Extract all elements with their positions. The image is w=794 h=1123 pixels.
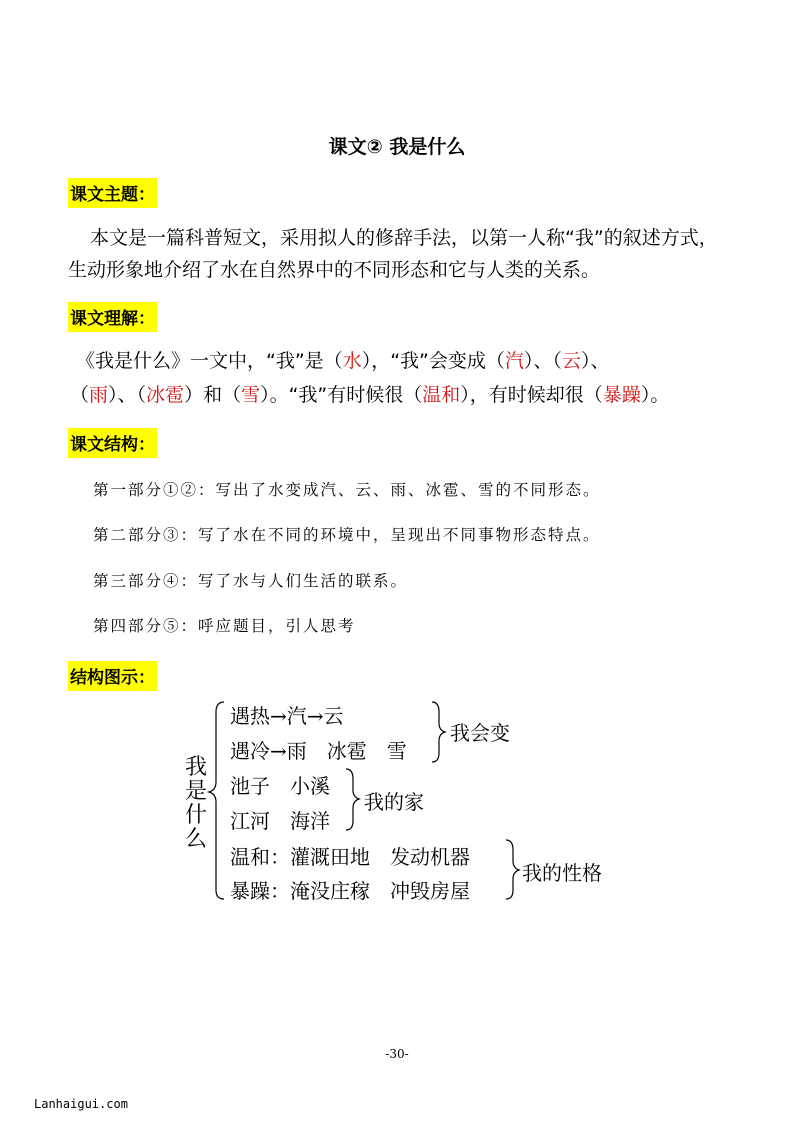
understanding-text: ），有时候却很（ (460, 384, 603, 406)
section-heading-understanding: 课文理解： (68, 302, 157, 332)
diagram-item: 遇热→汽→云 (230, 704, 344, 728)
section-heading-theme: 课文主题： (68, 178, 157, 208)
understanding-text: ）。“我”有时候很（ (260, 384, 423, 406)
understanding-text: ）、（ (108, 384, 147, 406)
theme-line-2: 生动形象地介绍了水在自然界中的不同形态和它与人类的关系。 (68, 259, 601, 281)
diagram-root-char: 是 (184, 779, 207, 804)
theme-line-1: 本文是一篇科普短文，采用拟人的修辞手法，以第一人称“我”的叙述方式， (90, 227, 718, 249)
watermark: Lanhaigui.com (34, 1097, 128, 1111)
answer-snow: 雪 (241, 384, 261, 406)
understanding-text: ）和（ (184, 384, 242, 406)
diagram-root-char: 么 (184, 827, 207, 852)
structure-part-1: 第一部分①②：写出了水变成汽、云、雨、冰雹、雪的不同形态。 (93, 481, 601, 499)
answer-violent: 暴躁 (602, 384, 641, 406)
diagram-label-home: 我的家 (364, 790, 424, 814)
diagram-label-character: 我的性格 (522, 861, 602, 885)
answer-gentle: 温和 (422, 384, 461, 406)
structure-part-3: 第三部分④：写了水与人们生活的联系。 (93, 572, 409, 590)
section-heading-diagram: 结构图示： (68, 661, 157, 691)
answer-vapor: 汽 (504, 350, 524, 372)
answer-rain: 雨 (89, 384, 109, 406)
structure-part-4: 第四部分⑤：呼应题目，引人思考 (93, 617, 356, 635)
understanding-text: 《我是什么》一文中，“我”是（ (76, 350, 343, 372)
group-brace-home (346, 769, 359, 830)
diagram-item: 温和：灌溉田地 发动机器 (230, 845, 470, 869)
understanding-text: ）、 (580, 350, 610, 372)
section-heading-structure: 课文结构： (68, 428, 157, 458)
diagram-root-char: 什 (184, 803, 207, 828)
understanding-text: ），“我”会变成（ (361, 350, 505, 372)
page-number: -30- (385, 1047, 409, 1061)
diagram-item: 池子 小溪 (230, 774, 330, 798)
diagram-item: 遇冷→雨 冰雹 雪 (230, 739, 407, 763)
answer-cloud: 云 (561, 350, 581, 372)
understanding-text: （ (70, 384, 90, 406)
diagram-label-change: 我会变 (450, 721, 510, 745)
group-brace-character (506, 840, 519, 899)
group-brace-change (432, 702, 445, 762)
understanding-text: ）、（ (523, 350, 562, 372)
understanding-text: ）。 (640, 384, 670, 406)
structure-part-2: 第二部分③：写了水在不同的环境中，呈现出不同事物形态特点。 (93, 526, 601, 544)
diagram-item: 暴躁：淹没庄稼 冲毁房屋 (230, 879, 470, 903)
diagram-item: 江河 海洋 (230, 809, 330, 833)
answer-hail: 冰雹 (146, 384, 185, 406)
page-title: 课文② 我是什么 (328, 136, 466, 158)
answer-water: 水 (342, 350, 362, 372)
main-left-brace (209, 702, 224, 899)
diagram-root-char: 我 (184, 755, 207, 780)
